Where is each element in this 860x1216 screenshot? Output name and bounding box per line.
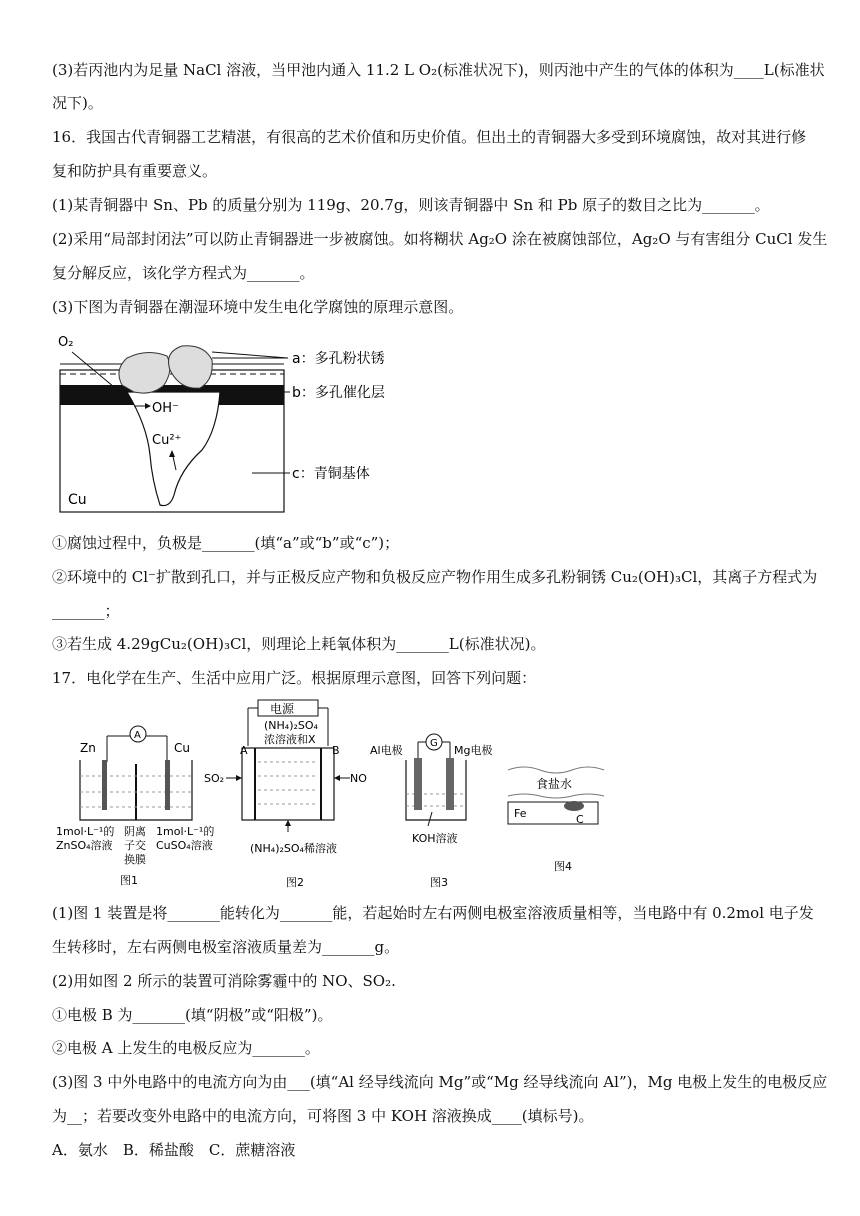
koh-solution-label: KOH溶液 [412, 832, 458, 845]
figure-caption: 图2 [286, 876, 304, 889]
text-line: (2)采用“局部封闭法”可以防止青铜器进一步被腐蚀。如将糊状 Ag₂O 涂在被腐蚀部位，Ag₂O 与有害组分 CuCl 发生 [52, 230, 828, 248]
c-label: C [576, 813, 584, 826]
question-16-title: 16．我国古代青铜器工艺精湛，有很高的艺术价值和历史价值。但出土的青铜器大多受到环境腐蚀，故对其进行修 [52, 128, 807, 146]
right-solution-label: CuSO₄溶液 [156, 839, 213, 852]
membrane-label: 子交 [124, 839, 146, 852]
no-label: NO [350, 772, 367, 785]
power-source-label: 电源 [270, 702, 295, 716]
corrosion-diagram [52, 330, 412, 520]
o2-label: O₂ [58, 335, 74, 350]
cu-label: Cu [68, 492, 87, 508]
cu-label: Cu [174, 741, 190, 755]
figure-3-al-mg-cell [368, 702, 508, 892]
label-a: a：多孔粉状锈 [292, 351, 385, 367]
top-solution-label: (NH₄)₂SO₄ [264, 719, 318, 732]
text-line: ②环境中的 Cl⁻扩散到孔口，并与正极反应产物和负极反应产物作用生成多孔粉铜锈 Cu₂(OH)₃Cl，其离子方程式为 [52, 568, 818, 586]
text-line: (1)某青铜器中 Sn、Pb 的质量分别为 119g、20.7g，则该青铜器中 Sn 和 Pb 原子的数目之比为_______。 [52, 196, 770, 214]
text-line: (2)用如图 2 所示的装置可消除雾霾中的 NO、SO₂. [52, 972, 396, 990]
cu2-label: Cu²⁺ [152, 433, 182, 448]
figure-2-electrolysis [200, 696, 370, 892]
top-solution-label: 浓溶液和X [264, 733, 316, 746]
text-line: (3)图 3 中外电路中的电流方向为由___(填“Al 经导线流向 Mg”或“Mg 经导线流向 Al”)，Mg 电极上发生的电极反应 [52, 1073, 828, 1091]
answer-options: A．氨水 B．稀盐酸 C．蔗糖溶液 [52, 1141, 296, 1159]
figure-caption: 图1 [120, 874, 138, 887]
text-line: 复和防护具有重要意义。 [52, 162, 218, 180]
question-17-title: 17．电化学在生产、生活中应用广泛。根据原理示意图，回答下列问题： [52, 669, 537, 687]
saltwater-label: 食盐水 [536, 777, 573, 791]
label-c: c：青铜基体 [292, 466, 370, 482]
bottom-solution-label: (NH₄)₂SO₄稀溶液 [250, 842, 337, 855]
text-line: 况下)。 [52, 94, 103, 112]
al-electrode-label: Al电极 [370, 744, 403, 757]
text-line: 生转移时，左右两侧电极室溶液质量差为_______g。 [52, 938, 400, 956]
electrode-a-label: A [240, 744, 248, 757]
text-line: ②电极 A 上发生的电极反应为_______。 [52, 1039, 320, 1057]
figure-caption: 图4 [554, 860, 572, 873]
fe-label: Fe [514, 807, 527, 820]
left-solution-label: ZnSO₄溶液 [56, 839, 113, 852]
text-line: 复分解反应，该化学方程式为_______。 [52, 264, 315, 282]
zn-label: Zn [80, 741, 96, 755]
text-line: ①电极 B 为_______(填“阴极”或“阳极”)。 [52, 1006, 333, 1024]
text-line: 为__；若要改变外电路中的电流方向，可将图 3 中 KOH 溶液换成____(填标号)。 [52, 1107, 594, 1125]
left-solution-label: 1mol·L⁻¹的 [56, 825, 115, 838]
right-solution-label: 1mol·L⁻¹的 [156, 825, 215, 838]
membrane-label: 换膜 [124, 853, 146, 866]
ammeter-label: A [134, 730, 141, 741]
text-line: (3)下图为青铜器在潮湿环境中发生电化学腐蚀的原理示意图。 [52, 298, 464, 316]
label-b: b：多孔催化层 [292, 385, 385, 401]
text-line: (1)图 1 装置是将_______能转化为_______能，若起始时左右两侧电极室溶液质量相等，当电路中有 0.2mol 电子发 [52, 904, 814, 922]
mg-electrode-label: Mg电极 [454, 744, 493, 757]
figure-caption: 图3 [430, 876, 448, 889]
galvanometer-label: G [430, 738, 438, 749]
text-line: (3)若丙池内为足量 NaCl 溶液，当甲池内通入 11.2 L O₂(标准状况下)，则丙池中产生的气体的体积为____L(标准状 [52, 61, 825, 79]
so2-label: SO₂ [204, 772, 225, 785]
text-line: ③若生成 4.29gCu₂(OH)₃Cl，则理论上耗氧体积为_______L(标准状况)。 [52, 635, 546, 653]
membrane-label: 阴离 [124, 825, 146, 838]
text-line: ①腐蚀过程中，负极是_______(填“a”或“b”或“c”)； [52, 534, 400, 552]
oh-label: OH⁻ [152, 401, 179, 416]
electrode-b-label: B [332, 744, 340, 757]
figure-4-fe-c-saltwater [504, 756, 614, 886]
text-line: _______； [52, 602, 120, 620]
